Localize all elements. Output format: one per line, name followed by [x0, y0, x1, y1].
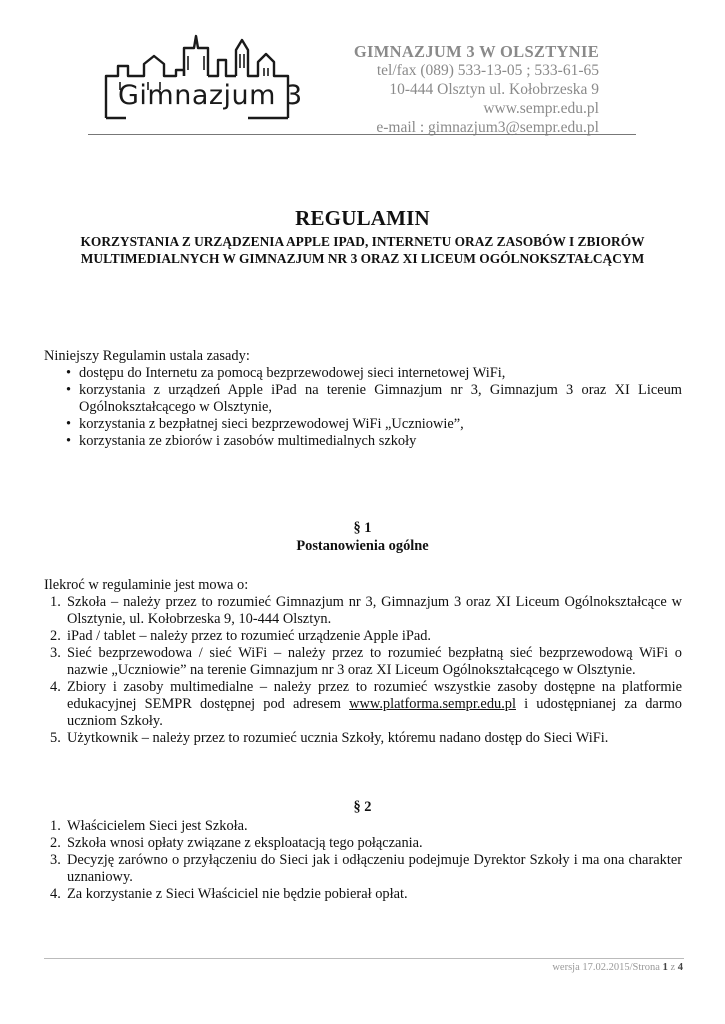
school-contact — [354, 42, 599, 137]
bullet-item: • korzystania z urządzeń Apple iPad na terenie Gimnazjum nr 3, Gimnazjum 3 oraz XI Liceum Ogólnokształcącego w Olsztynie, — [79, 382, 682, 416]
document-title — [40, 206, 685, 267]
definitions-list — [44, 594, 682, 747]
section-1-header — [40, 519, 685, 555]
page-footer — [552, 962, 683, 973]
list-item: 3. Decyzję zarówno o przyłączeniu do Sieci jak i odłączeniu podejmuje Dyrektor Szkoły i ma ona charakter uznaniowy. — [50, 852, 682, 885]
list-item: 4. Za korzystanie z Sieci Właściciel nie będzie pobierał opłat. — [50, 886, 408, 902]
footer-version: wersja 17.02.2015/Strona — [552, 962, 663, 973]
section-1-heading: Postanowienia ogólne — [296, 538, 429, 554]
bullet-item: • dostępu do Internetu za pomocą bezprzewodowej sieci internetowej WiFi, — [79, 365, 682, 382]
list-item: 4. Zbiory i zasoby multimedialne – należy przez to rozumieć wszystkie zasoby dostępne na platformie edukacyjnej SEMPR dostępnej pod adresem www.platforma.sempr.edu.pl i udostępnianej za darmo uczniom Szkoły. — [50, 679, 683, 729]
bullet-item: • korzystania ze zbiorów i zasobów multimedialnych szkoły — [79, 433, 682, 450]
school-email[interactable]: e-mail : gimnazjum3@sempr.edu.pl — [376, 119, 599, 136]
title-subtitle-line-2: MULTIMEDIALNYCH W GIMNAZJUM NR 3 ORAZ XI LICEUM OGÓLNOKSZTAŁCĄCYM — [80, 251, 645, 266]
list-item: 1. Szkoła – należy przez to rozumieć Gimnazjum nr 3, Gimnazjum 3 oraz XI Liceum Ogólnokształcące w Olsztynie, ul. Kołobrzeska 9, 10-444 Olsztyn. — [50, 594, 682, 627]
section-2-body — [44, 818, 682, 903]
list-item: 1. Właścicielem Sieci jest Szkoła. — [50, 818, 248, 834]
header-divider — [88, 134, 636, 135]
section-2-number: § 2 — [353, 799, 372, 815]
school-name: GIMNAZJUM 3 W OLSZTYNIE — [353, 42, 599, 61]
castle-skyline-icon — [98, 30, 310, 128]
footer-page-total: 4 — [677, 962, 683, 973]
list-item: 5. Użytkownik – należy przez to rozumieć ucznia Szkoły, któremu nadano dostęp do Sieci WiFi. — [50, 730, 609, 746]
title-subtitle-line-1: KORZYSTANIA Z URZĄDZENIA APPLE IPAD, INTERNETU ORAZ ZASOBÓW I ZBIORÓW — [80, 234, 645, 249]
school-address: 10-444 Olsztyn ul. Kołobrzeska 9 — [389, 81, 599, 98]
school-logo — [98, 30, 310, 128]
list-item: 2. Szkoła wnosi opłaty związane z eksploatacją tego połączania. — [50, 835, 423, 851]
intro-lead: Niniejszy Regulamin ustala zasady: — [44, 348, 250, 364]
bullet-item: • korzystania z bezpłatnej sieci bezprzewodowej WiFi „Uczniowie”, — [79, 416, 682, 433]
section-1-lead: Ilekroć w regulaminie jest mowa o: — [44, 577, 249, 593]
rules-list — [44, 818, 682, 903]
title-main: REGULAMIN — [295, 206, 430, 230]
footer-of: z — [667, 962, 678, 973]
logo-wordmark: Gimnazjum 3 — [118, 80, 303, 111]
intro-section — [44, 348, 682, 450]
footer-page-number: 1 — [662, 962, 668, 973]
intro-bullet-list — [44, 365, 682, 450]
school-phone: tel/fax (089) 533-13-05 ; 533-61-65 — [376, 62, 599, 79]
platform-link[interactable]: www.platforma.sempr.edu.pl — [349, 696, 516, 712]
section-1-number: § 1 — [353, 520, 372, 536]
list-item: 2. iPad / tablet – należy przez to rozumieć urządzenie Apple iPad. — [50, 628, 432, 644]
school-website[interactable]: www.sempr.edu.pl — [483, 100, 599, 117]
footer-divider — [44, 958, 684, 959]
section-1-body — [44, 577, 682, 747]
list-item: 3. Sieć bezprzewodowa / sieć WiFi – należy przez to rozumieć bezpłatną sieć bezprzewodową WiFi o nazwie „Uczniowie” na terenie Gimnazjum nr 3 oraz XI Liceum Ogólnokształcącego w Olsztynie. — [50, 645, 682, 678]
section-2-header — [40, 798, 685, 816]
